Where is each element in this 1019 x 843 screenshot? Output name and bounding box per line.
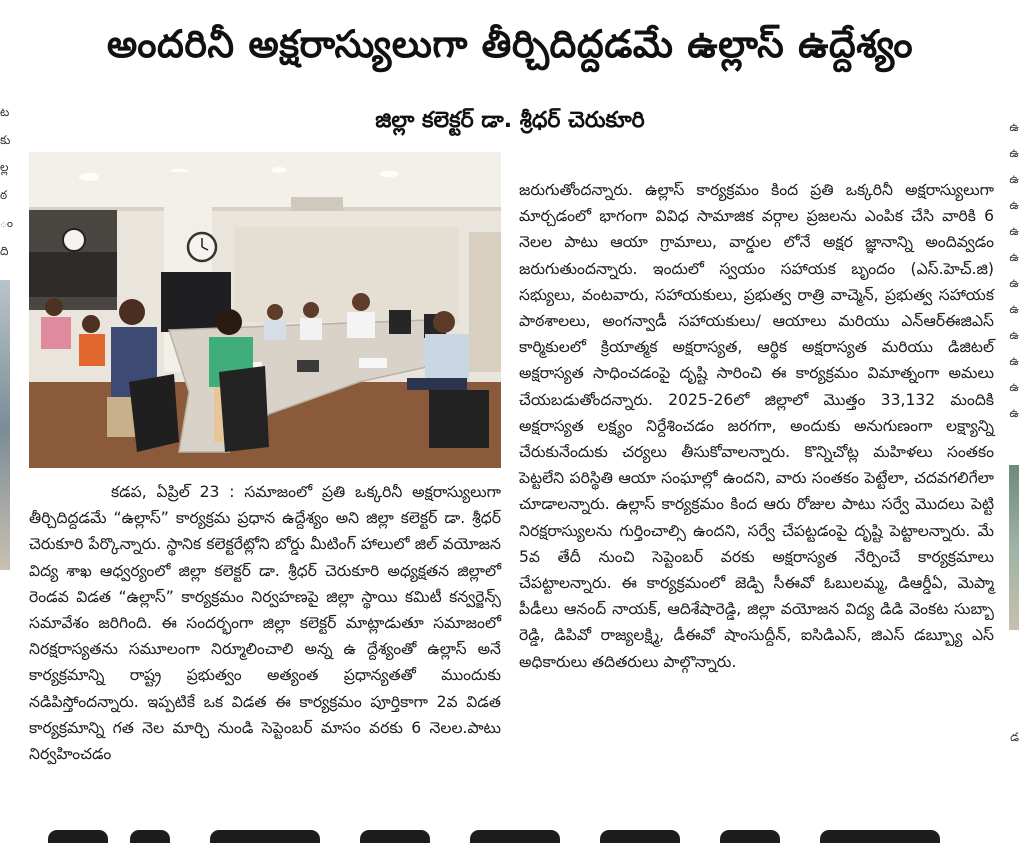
body-paragraph: జరుగుతోందన్నారు. ఉల్లాస్ కార్యక్రమం కింద ప్రతి ఒక్కరినీ అక్షరాస్యులుగా మార్చడంలో భాగంగా వివిధ సామాజిక వర్గాల ప్రజలను ఎంపిక చేసి వారికి 6 నెలల పాటు ఆయా గ్రామాలు, వార్డుల లోనే అక్షర జ్ఞానాన్ని అందివ్వడం జరుగుతుందన్నారు. ఇందులో స్వయం సహాయక బృందం (ఎస్.హెచ్.జి) సభ్యులు, వంటవారు, సహాయకులు, ప్రభుత్వ రాత్రి వాచ్మెన్, ప్రభుత్వ సహాయక పాఠశాలలు, అంగన్వాడీ సహాయకులు/ ఆయాలు మరియు ఎన్ఆర్ఈజిఎస్ కార్మికులలో క్రియాత్మక అక్షరాస్యత, ఆర్థిక అక్షరాస్యత మరియు డిజిటల్ అక్షరాస్యత సాధించడంపై దృష్టి సారించి ఈ కార్యక్రమం విమాత్నంగా అమలు చేయబడుతోందన్నారు. 2025-26లో జిల్లాలో మొత్తం 33,132 మందికి అక్షరాస్యత లక్ష్యం నిర్దేశించడం జరగగా, అందుకు అనుగుణంగా లక్ష్యాన్ని చేరుకునేందుకు చర్యలు తీసుకోవాలన్నారు. కొన్నిచోట్ల మహిళలు సంతకం పెట్టలేని పరిస్థితి ఆయా సంఘాల్లో ఉందని, వారు సంతకం పెట్టేలా, చదవగలిగేలా చూడాలన్నారు. ఉల్లాస్ కార్యక్రమం కింద ఆరు రోజుల పాటు సర్వే మొదలు పెట్టి నిరక్షరాస్యులను గుర్తించాల్సి ఉందని, సర్వే చేపట్టడంపై దృష్టి పెట్టాలన్నారు. మే 5వ తేదీ నుంచి సెప్టెంబర్ వరకు అక్షరాస్యత నేర్పించే కార్యక్రమాలు చేపట్టాలన్నారు. ఈ కార్యక్రమంలో జెడ్పి సీఈవో ఓబులమ్మ, డిఆర్డీఏ, మెప్మా పీడీలు ఆనంద్ నాయక్, ఆదిశేషారెడ్డి, జిల్లా వయోజన విద్య డిడి వెంకట సుబ్బా రెడ్డి, డిపివో రాజ్యలక్ష్మి, డీఈవో షాంసుద్దీన్, ఐసిడిఎస్, జిఎస్ డబ్బ్యూ ఎస్ అధికారులు తదితరులు పాల్గొన్నారు.: [519, 181, 994, 671]
body-column-left: [29, 479, 501, 767]
edge-fragment: ల్ల: [0, 160, 9, 174]
edge-fragment: ఉ: [1009, 328, 1019, 342]
edge-fragment: ఉ: [1009, 250, 1019, 264]
meeting-photo: [29, 152, 501, 468]
edge-fragment: ం: [0, 216, 14, 230]
left-column-edge: [0, 100, 14, 620]
edge-fragment: ఉ: [1009, 146, 1019, 160]
edge-fragment: కు: [0, 133, 11, 147]
body-paragraph: కడప, ఏప్రిల్ 23 : సమాజంలో ప్రతి ఒక్కరినీ అక్షరాస్యులుగా తీర్చిదిద్దడమే “ఉల్లాస్” కార్యక్రమ ప్రధాన ఉద్దేశ్యం అని జిల్లా కలెక్టర్ డా. శ్రీధర్ చెరుకూరి పేర్కొన్నారు. స్థానిక కలెక్టరేట్లోని బోర్డు మీటింగ్ హాలులో జిల్ వయోజన విద్య శాఖ ఆధ్వర్యంలో జిల్లా కలెక్టర్ డా. శ్రీధర్ చెరుకూరి అధ్యక్షతన జిల్లాలో రెండవ విడత “ఉల్లాస్” కార్యక్రమం నిర్వహణపై జిల్లా స్థాయి కమిటీ కన్వర్జెన్స్ సమావేశం జరిగింది. ఈ సందర్భంగా జిల్లా కలెక్టర్ మాట్లాడుతూ సమాజంలో నిరక్షరాస్యతను సమూలంగా నిర్మూలించాలి అన్న ఉ ద్దేశ్యంతో ఉల్లాస్ అనే కార్యక్రమాన్ని రాష్ట్ర ప్రభుత్వం అత్యంత ప్రధాన్యతతో ముందుకు నడిపిస్తోందన్నారు. ఇప్పటికే ఒక విడత ఈ కార్యక్రమం పూర్తికాగా 2వ విడత కార్యక్రమాన్ని గత నెల మార్చి నుండి సెప్టెంబర్ మాసం వరకు 6 నెలల.పాటు నిర్వహించడం: [29, 483, 501, 764]
edge-fragment: ది: [0, 244, 9, 258]
edge-fragment: ట: [0, 105, 10, 119]
edge-fragment: ఉ: [1009, 380, 1019, 394]
body-column-right: [519, 177, 994, 675]
right-column-edge: [1001, 110, 1019, 810]
subheadline: జిల్లా కలెక్టర్ డా. శ్రీధర్ చెరుకూరి: [375, 108, 645, 133]
headline: అందరినీ అక్షరాస్యులుగా తీర్చిదిద్దడమే ఉల్లాస్ ఉద్దేశ్యం: [106, 22, 914, 66]
edge-fragment: డ: [1010, 730, 1019, 744]
edge-fragment: ఉ: [1009, 302, 1019, 316]
edge-fragment: ఉ: [1009, 172, 1019, 186]
edge-fragment: ఉ: [1009, 276, 1019, 290]
edge-fragment: ఉ: [1009, 354, 1019, 368]
next-headline-cropped: [40, 828, 1000, 843]
edge-fragment: ఠ: [0, 188, 8, 202]
edge-fragment: ఉ: [1009, 198, 1019, 212]
edge-fragment: ఉ: [1009, 406, 1019, 420]
edge-fragment: ఉ: [1009, 224, 1019, 238]
adjacent-photo-edge: [1009, 465, 1019, 630]
edge-fragment: ఉ: [1009, 120, 1019, 134]
